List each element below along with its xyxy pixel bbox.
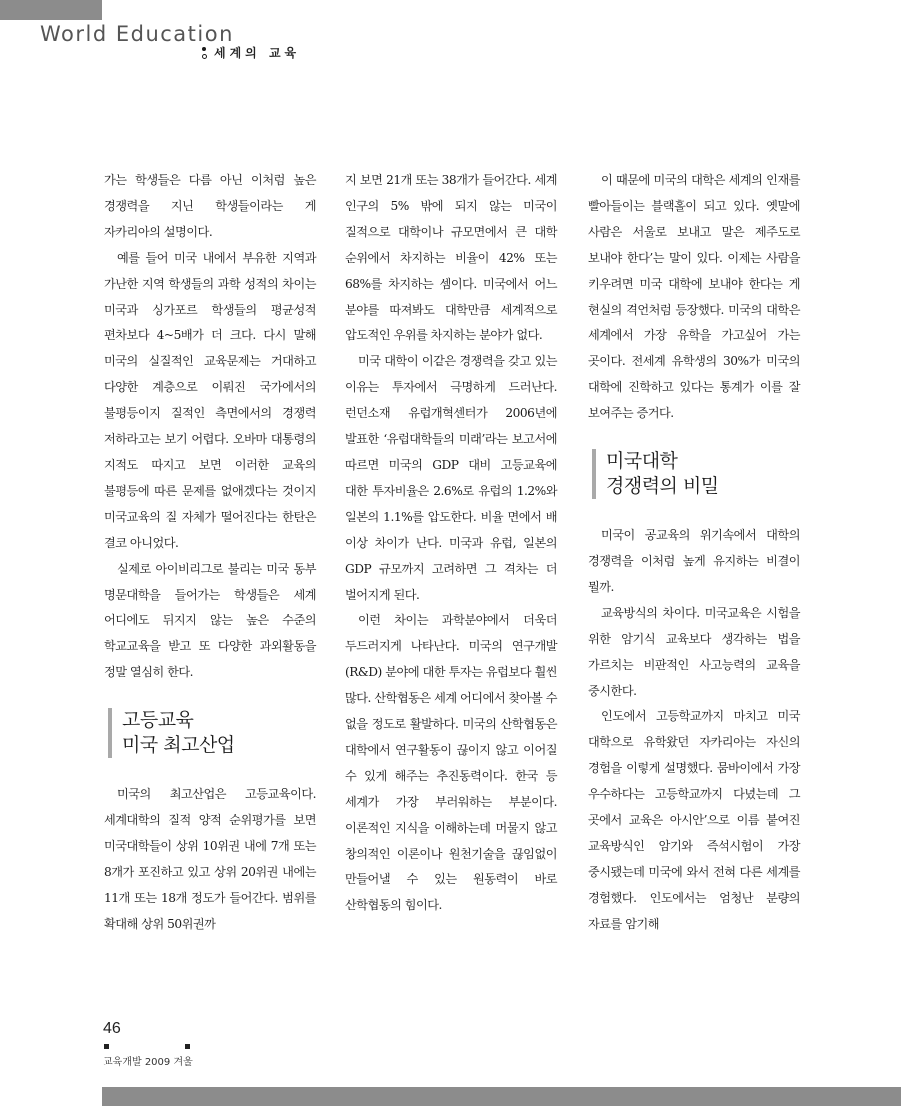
publication-info: 교육개발 2009 겨울 (103, 1057, 193, 1068)
subheading-higher-education (108, 708, 316, 758)
top-decorative-bar (0, 0, 102, 20)
paragraph: 이런 차이는 과학분야에서 더욱더 두드러지게 나타난다. 미국의 연구개발(R&D) 분야에 대한 투자는 유럽보다 훨씬 많다. 산학협동은 세계 어디에서 찾아볼 수 없을 정도로 활발하다. 미국의 산학협동은 대학에서 연구활동이 끊이지 않고 이어질 수 있게 해주는 추진동력이다. 한국 등 세계가 가장 부러워하는 부분이다. 이론적인 지식을 이해하는데 머물지 않고 창의적인 이론이나 원천기술을 끊임없이 만들어낼 수 있는 원동력이 바로 산학협동의 힘이다. (345, 613, 557, 913)
paragraph: 인도에서 고등학교까지 마치고 미국 대학으로 유학왔던 자카리아는 자신의 경험을 이렇게 설명했다. 뭄바이에서 가장 우수하다는 고등학교까지 다녔는데 그 곳에서 교육은 아시안’으로 이름 붙여진 교육방식인 암기와 즉석시험이 가장 중시됐는데 미국에 와서 전혀 다른 세계를 경험했다. 인도에서는 엄청난 분량의 자료를 암기해 (588, 709, 800, 931)
paragraph: 교육방식의 차이다. 미국교육은 시험을 위한 암기식 교육보다 생각하는 법을 가르치는 비판적인 사고능력의 교육을 중시한다. (588, 605, 800, 698)
paragraph: 이 때문에 미국의 대학은 세계의 인재를 빨아들이는 블랙홀이 되고 있다. 옛말에 사람은 서울로 보내고 말은 제주도로 보내야 한다’는 말이 있다. 이제는 사람을 키우려면 미국 대학에 보내야 한다는 게 현실의 격언처럼 등장했다. 미국의 대학은 세계에서 가장 유학을 가고싶어 가는 곳이다. 전세계 유학생의 30%가 미국의 대학에 진학하고 있다는 통계가 이를 잘 보여주는 증거다. (588, 173, 800, 421)
paragraph: 미국 대학이 이같은 경쟁력을 갖고 있는 이유는 투자에서 극명하게 드러난다. 런던소재 유럽개혁센터가 2006년에 발표한 ‘유럽대학들의 미래’라는 보고서에 따르면 미국의 GDP 대비 고등교육에 대한 투자비율은 2.6%로 유럽의 1.2%와 일본의 1.1%를 압도한다. 비율 면에서 배 이상 차이가 난다. 미국과 유럽, 일본의 GDP 규모까지 고려하면 그 격차는 더 벌어지게 된다. (345, 354, 557, 602)
section-subtitle (202, 44, 300, 61)
subheading-university-secret (592, 449, 800, 499)
bottom-decorative-bar (102, 1087, 901, 1106)
subheading-line: 고등교육 (122, 709, 194, 732)
paragraph: 미국이 공교육의 위기속에서 대학의 경쟁력을 이처럼 높게 유지하는 비결이 뭘까. (588, 528, 800, 594)
paragraph: 지 보면 21개 또는 38개가 들어간다. 세계 인구의 5% 밖에 되지 않는 미국이 질적으로 대학이나 규모면에서 큰 대학 순위에서 차지하는 비율이 42% 또는 68%를 차지하는 셈이다. 미국에서 어느 분야를 따져봐도 대학만큼 세계적으로 압도적인 우위를 차지하는 분야가 없다. (345, 173, 557, 343)
subheading-line: 미국 최고산업 (122, 734, 235, 757)
subheading-line: 경쟁력의 비밀 (606, 475, 719, 498)
article-column-1 (104, 168, 316, 938)
paragraph: 가는 학생들은 다름 아닌 이처럼 높은 경쟁력을 지닌 학생들이라는 게 자카리아의 설명이다. (104, 173, 316, 239)
paragraph: 예를 들어 미국 내에서 부유한 지역과 가난한 지역 학생들의 과학 성적의 차이는 미국과 싱가포르 학생들의 평균성적 편차보다 4~5배가 더 크다. 다시 말해 미국의 실질적인 교육문제는 거대하고 다양한 계층으로 이뤄진 국가에서의 불평등이지 질적인 측면에서의 경쟁력 저하라고는 보기 어렵다. 오바마 대통령의 지적도 따지고 보면 이러한 교육의 불평등에 따른 문제를 없애겠다는 것이지 미국교육의 질 자체가 떨어진다는 한탄은 결코 아니었다. (104, 250, 316, 550)
article-column-3 (588, 168, 800, 938)
subheading-line: 미국대학 (606, 450, 678, 473)
paragraph: 미국의 최고산업은 고등교육이다. 세계대학의 질적 양적 순위평가를 보면 미국대학들이 상위 10위권 내에 7개 또는 8개가 포진하고 있고 상위 20위권 내에는 11개 또는 18개 정도가 들어간다. 범위를 확대해 상위 50위권까 (104, 787, 316, 931)
paragraph: 실제로 아이비리그로 불리는 미국 동부 명문대학을 들어가는 학생들은 세계 어디에도 뒤지지 않는 높은 수준의 학교교육을 받고 또 다양한 과외활동을 정말 열심히 한다. (104, 561, 316, 680)
square-bullet-icon (185, 1044, 190, 1049)
subheading-bar (108, 708, 112, 758)
section-subtitle-text: 세계의 교육 (214, 46, 301, 60)
article-column-2 (345, 168, 557, 919)
section-title: World Education (40, 22, 234, 46)
square-bullet-icon (104, 1044, 109, 1049)
page-number: 46 (103, 1020, 121, 1037)
bullet-dots-icon (202, 47, 207, 59)
subheading-bar (592, 449, 596, 499)
